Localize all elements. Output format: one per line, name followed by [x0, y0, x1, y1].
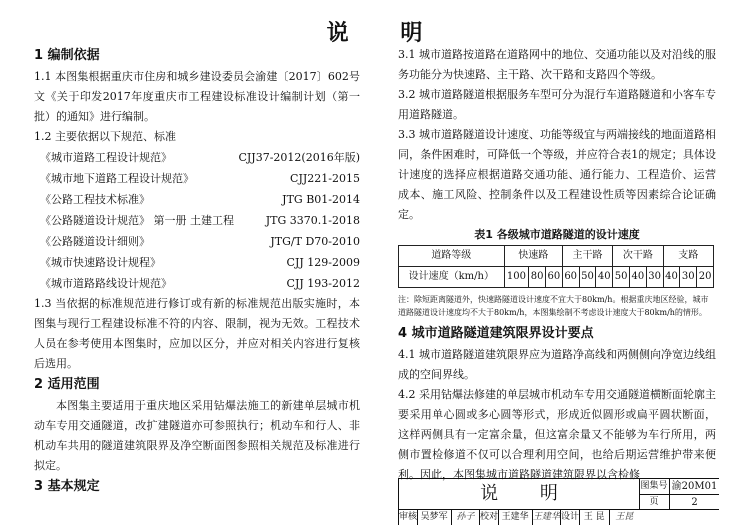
atlas-number-label: 图集号 [639, 479, 670, 494]
table-cell: 40 [596, 267, 613, 288]
paragraph-4-1: 4.1 城市道路隧道建筑限界应为道路净高线和两侧侧向净宽边线组成的空间界线。 [398, 348, 716, 381]
table-group-cell: 次干路 [613, 246, 663, 267]
reference-row: 《城市道路路线设计规范》 CJJ 193-2012 [40, 277, 360, 290]
review-signature: 孙子 [452, 510, 480, 525]
table-cell: 60 [545, 267, 562, 288]
reference-row: 《公路工程技术标准》 JTG B01-2014 [40, 193, 360, 206]
table-row [399, 267, 714, 288]
check-signature: 王建华 [533, 510, 561, 525]
table-header-cell: 设计速度（km/h） [399, 267, 505, 288]
table-note: 注：除短距离隧道外，快速路隧道设计速度不宜大于80km/h。根据重庆地区经验，城市道路隧道设计速度均不大于80km/h，本图集绘制不考虑设计速度大于80km/h的情形。 [398, 295, 709, 317]
paragraph-2: 本图集主要适用于重庆地区采用钻爆法施工的新建单层城市机动车专用交通隧道，改扩建隧道亦可参照执行；机动车和行人、非机动车共用的隧道建筑限界及净空断面图参照相关规范及标准进行拟定。 [34, 399, 360, 472]
table-group-cell: 主干路 [562, 246, 612, 267]
table-cell: 50 [579, 267, 596, 288]
page-title: 说 明 [326, 21, 445, 46]
section-heading-2: 2 适用范围 [34, 377, 100, 392]
reference-row: 《城市道路工程设计规范》 CJJ37-2012(2016年版) [40, 151, 360, 164]
design-name: 王 昆 [580, 510, 610, 525]
table-title: 表1 各级城市道路隧道的设计速度 [474, 228, 640, 241]
reference-row: 《公路隧道设计细则》 JTG/T D70-2010 [40, 235, 360, 248]
reference-row: 《城市快速路设计规程》 CJJ 129-2009 [40, 256, 360, 269]
section-heading-1: 1 编制依据 [34, 48, 100, 63]
page-label: 页 [639, 495, 670, 510]
section-heading-3: 3 基本规定 [34, 479, 100, 494]
table-cell: 30 [680, 267, 697, 288]
table-header-cell: 道路等级 [399, 246, 505, 267]
table-cell: 100 [504, 267, 529, 288]
paragraph-3-3: 3.3 城市道路隧道设计速度、功能等级宜与两端接线的地面道路相同，条件困难时，可降低一个等级，并应符合表1的规定；具体设计速度的选择应根据道路交通功能、通行能力、工程造价、运营成本、施工风险、控制条件以及工程建设性质等因素综合论证确定。 [398, 128, 716, 221]
reference-row: 《公路隧道设计规范》 第一册 土建工程 JTG 3370.1-2018 [40, 214, 360, 227]
paragraph-4-2: 4.2 采用钻爆法修建的单层城市机动车专用交通隧道横断面轮廓主要采用单心圆或多心圆等形式，形成近似圆形或扁平圆状断面，这样两侧具有一定富余量，但这富余量又不能够为车行所用，两侧市置检修道不仅可以合理利用空间，也给后期运营维护带来便利。因此，本图集城市道路隧道建筑限界以含检修 [398, 388, 716, 481]
paragraph-1-1: 1.1 本图集根据重庆市住房和城乡建设委员会渝建〔2017〕602号文《关于印发2017年度重庆市工程建设标准设计编制计划（第一批）的通知》进行编制。 [34, 70, 360, 123]
page-number: 2 [691, 497, 698, 508]
table-group-cell: 快速路 [504, 246, 562, 267]
speed-table [398, 245, 714, 288]
design-label: 设计 [561, 510, 580, 525]
table-cell: 60 [562, 267, 579, 288]
paragraph-3-2: 3.2 城市道路隧道根据服务车型可分为混行车道路隧道和小客车专用道路隧道。 [398, 88, 716, 121]
reference-list [34, 147, 360, 294]
table-cell: 40 [663, 267, 680, 288]
paragraph-1-3: 1.3 当依据的标准规范进行修订或有新的标准规范出版实施时，本图集与现行工程建设标准不符的内容、限制，视为无效。工程技术人员在参考使用本图集时，应加以区分，并应对相关内容进行复核后选用。 [34, 297, 360, 370]
check-label: 校对 [480, 510, 499, 525]
reference-row: 《城市地下道路工程设计规范》 CJJ221-2015 [40, 172, 360, 185]
table-group-cell: 支路 [663, 246, 713, 267]
table-cell: 30 [646, 267, 663, 288]
signature-row [399, 510, 639, 525]
section-heading-4: 4 城市道路隧道建筑限界设计要点 [398, 326, 594, 341]
paragraph-3-1: 3.1 城市道路按道路在道路网中的地位、交通功能以及对沿线的服务功能分为快速路、主干路、次干路和支路四个等级。 [398, 48, 716, 81]
title-block-title: 说 明 [399, 479, 640, 509]
table-row [399, 246, 714, 267]
paragraph-1-2: 1.2 主要依据以下规范、标准 [34, 130, 176, 143]
table-cell: 50 [613, 267, 630, 288]
design-signature: 王昆 [615, 512, 634, 522]
left-column [34, 45, 360, 498]
table-cell: 80 [529, 267, 546, 288]
review-label: 审核 [399, 510, 418, 525]
title-block [398, 478, 719, 525]
right-column [398, 45, 716, 485]
check-name: 王建华 [499, 510, 533, 525]
table-cell: 20 [697, 267, 714, 288]
atlas-number-value: 渝20M01 [671, 481, 718, 492]
table-cell: 40 [629, 267, 646, 288]
review-name: 吴梦军 [418, 510, 452, 525]
